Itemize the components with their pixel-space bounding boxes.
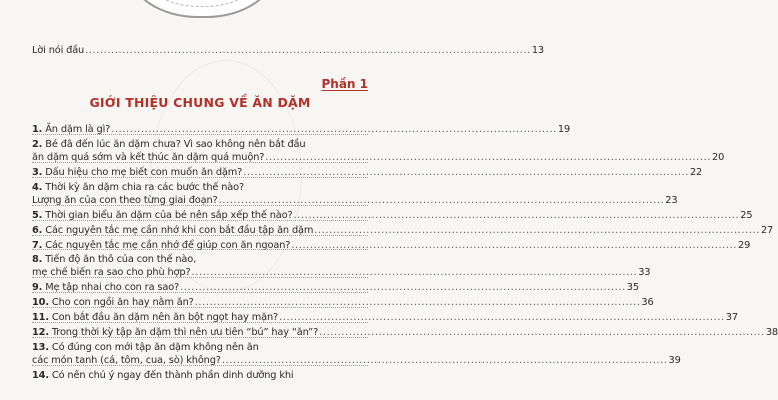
dot-leader: ........................................................................................................................: [291, 240, 738, 251]
toc-entry-title: Các nguyên tắc mẹ cần nhớ để giúp con ăn ngoan?: [45, 240, 291, 251]
dot-leader: ........................................................................................................................: [218, 195, 665, 206]
toc-entry-page: 29: [738, 240, 751, 251]
toc-entry-page: 39: [668, 355, 681, 366]
toc-entry-title: Thời gian biểu ăn dặm của bé nên sắp xếp thế nào?: [45, 210, 293, 221]
toc-entry-title: Lượng ăn của con theo từng giai đoạn?: [32, 195, 218, 206]
dotted-separator: [32, 235, 368, 236]
toc-entry-page: 35: [626, 282, 639, 293]
dotted-separator: [32, 249, 368, 250]
dot-leader: ........................................................................................................................: [265, 152, 711, 163]
dot-leader: ........................................................................................................................: [293, 210, 740, 221]
dotted-separator: [32, 365, 368, 366]
toc-entry-title: Có đúng con mới tập ăn dặm không nên ăn: [51, 342, 259, 353]
toc-entry-number: 5.: [32, 210, 43, 221]
toc-entry[interactable]: [32, 138, 725, 164]
toc-entry-title: Lời nói đầu: [32, 45, 85, 56]
dot-leader: ........................................................................................................................: [221, 355, 668, 366]
toc-entry-number: 3.: [32, 167, 43, 178]
part-label: Phần 1: [321, 77, 368, 91]
dotted-separator: [32, 134, 368, 135]
toc-entry-title: Dấu hiệu cho mẹ biết con muốn ăn dặm?: [45, 167, 243, 178]
toc-entry-number: 2.: [32, 139, 43, 150]
dotted-separator: [32, 307, 368, 308]
dotted-separator: [32, 277, 368, 278]
toc-entry[interactable]: [32, 239, 751, 252]
toc-entry-title: Cho con ngồi ăn hay nằm ăn?: [51, 297, 194, 308]
toc-entry-page: 23: [665, 195, 678, 206]
dot-leader: ........................................................................................................................: [191, 267, 638, 278]
toc-entry[interactable]: [32, 253, 651, 279]
toc-entry-title: ăn dặm quá sớm và kết thúc ăn dặm quá muộn?: [32, 152, 265, 163]
toc-entry-number: 13.: [32, 342, 49, 353]
toc-entry[interactable]: [32, 341, 681, 367]
dot-leader: ........................................................................................................................: [85, 45, 531, 56]
toc-entry-page: 22: [689, 167, 703, 178]
dot-leader: ........................................................................................................................: [111, 124, 557, 135]
dot-leader: ........................................................................................................................: [180, 282, 626, 293]
toc-entry-title: các món tanh (cá, tôm, cua, sò) không?: [32, 355, 221, 366]
toc-entry-title: Ăn dặm là gì?: [45, 124, 111, 135]
toc-entry-page: 19: [557, 124, 571, 135]
toc-entry-title: Con bắt đầu ăn dặm nên ăn bột ngọt hay mặn?: [51, 312, 279, 323]
toc-entry-title: Các nguyên tắc mẹ cần nhớ khi con bắt đầu tập ăn dặm: [45, 225, 314, 236]
toc-entry-page: 20: [712, 152, 725, 163]
toc-entry-page: 13: [531, 45, 544, 56]
toc-entry-number: 8.: [32, 254, 43, 265]
toc-entry-intro[interactable]: [32, 44, 544, 57]
toc-entry-page: 36: [641, 297, 654, 308]
dotted-separator: [32, 177, 368, 178]
toc-entry-number: 10.: [32, 297, 49, 308]
dot-leader: ........................................................................................................................: [243, 167, 689, 178]
toc-entry[interactable]: [32, 369, 368, 382]
toc-entry-page: 37: [725, 312, 738, 323]
toc-entry-title: Bé đã đến lúc ăn dặm chưa? Vì sao không nên bắt đầu: [45, 139, 306, 150]
part-title: GIỚI THIỆU CHUNG VỀ ĂN DẶM: [89, 95, 311, 110]
toc-entry-number: 4.: [32, 182, 43, 193]
dotted-separator: [32, 322, 368, 323]
dot-leader: ........................................................................................................................: [319, 327, 765, 338]
toc-entry-title: Tiến độ ăn thô của con thế nào,: [45, 254, 197, 265]
dot-leader: ........................................................................................................................: [194, 297, 641, 308]
toc-entry-number: 6.: [32, 225, 43, 236]
dotted-separator: [32, 205, 368, 206]
toc-entry-number: 7.: [32, 240, 43, 251]
toc-entry-title: Mẹ tập nhai cho con ra sao?: [45, 282, 180, 293]
dotted-separator: [32, 292, 368, 293]
toc-entry[interactable]: [32, 181, 678, 207]
dot-leader: ........................................................................................................................: [279, 312, 725, 323]
toc-entry-title: mẹ chế biến ra sao cho phù hợp?: [32, 267, 191, 278]
toc-entry-page: 33: [638, 267, 651, 278]
toc-entry-page: 25: [740, 210, 753, 221]
toc-entry-page: 27: [760, 225, 774, 236]
toc-entry-number: 14.: [32, 370, 49, 381]
dotted-separator: [32, 162, 368, 163]
dot-leader: ........................................................................................................................: [314, 225, 760, 236]
toc-entry-title: Trong thời kỳ tập ăn dặm thì nên ưu tiên “bú” hay “ăn”?: [51, 327, 319, 338]
toc-entry-title: Có nên chú ý ngay đến thành phần dinh dưỡng khi: [51, 370, 294, 381]
toc-entry-number: 11.: [32, 312, 49, 323]
dotted-separator: [32, 337, 368, 338]
toc-entry-page: 38: [765, 327, 778, 338]
table-of-contents: [32, 0, 778, 400]
toc-entry-number: 12.: [32, 327, 49, 338]
toc-entry-number: 1.: [32, 124, 43, 135]
dotted-separator: [32, 220, 368, 221]
toc-entry-number: 9.: [32, 282, 43, 293]
toc-entry-title: Thời kỳ ăn dặm chia ra các bước thế nào?: [45, 182, 245, 193]
